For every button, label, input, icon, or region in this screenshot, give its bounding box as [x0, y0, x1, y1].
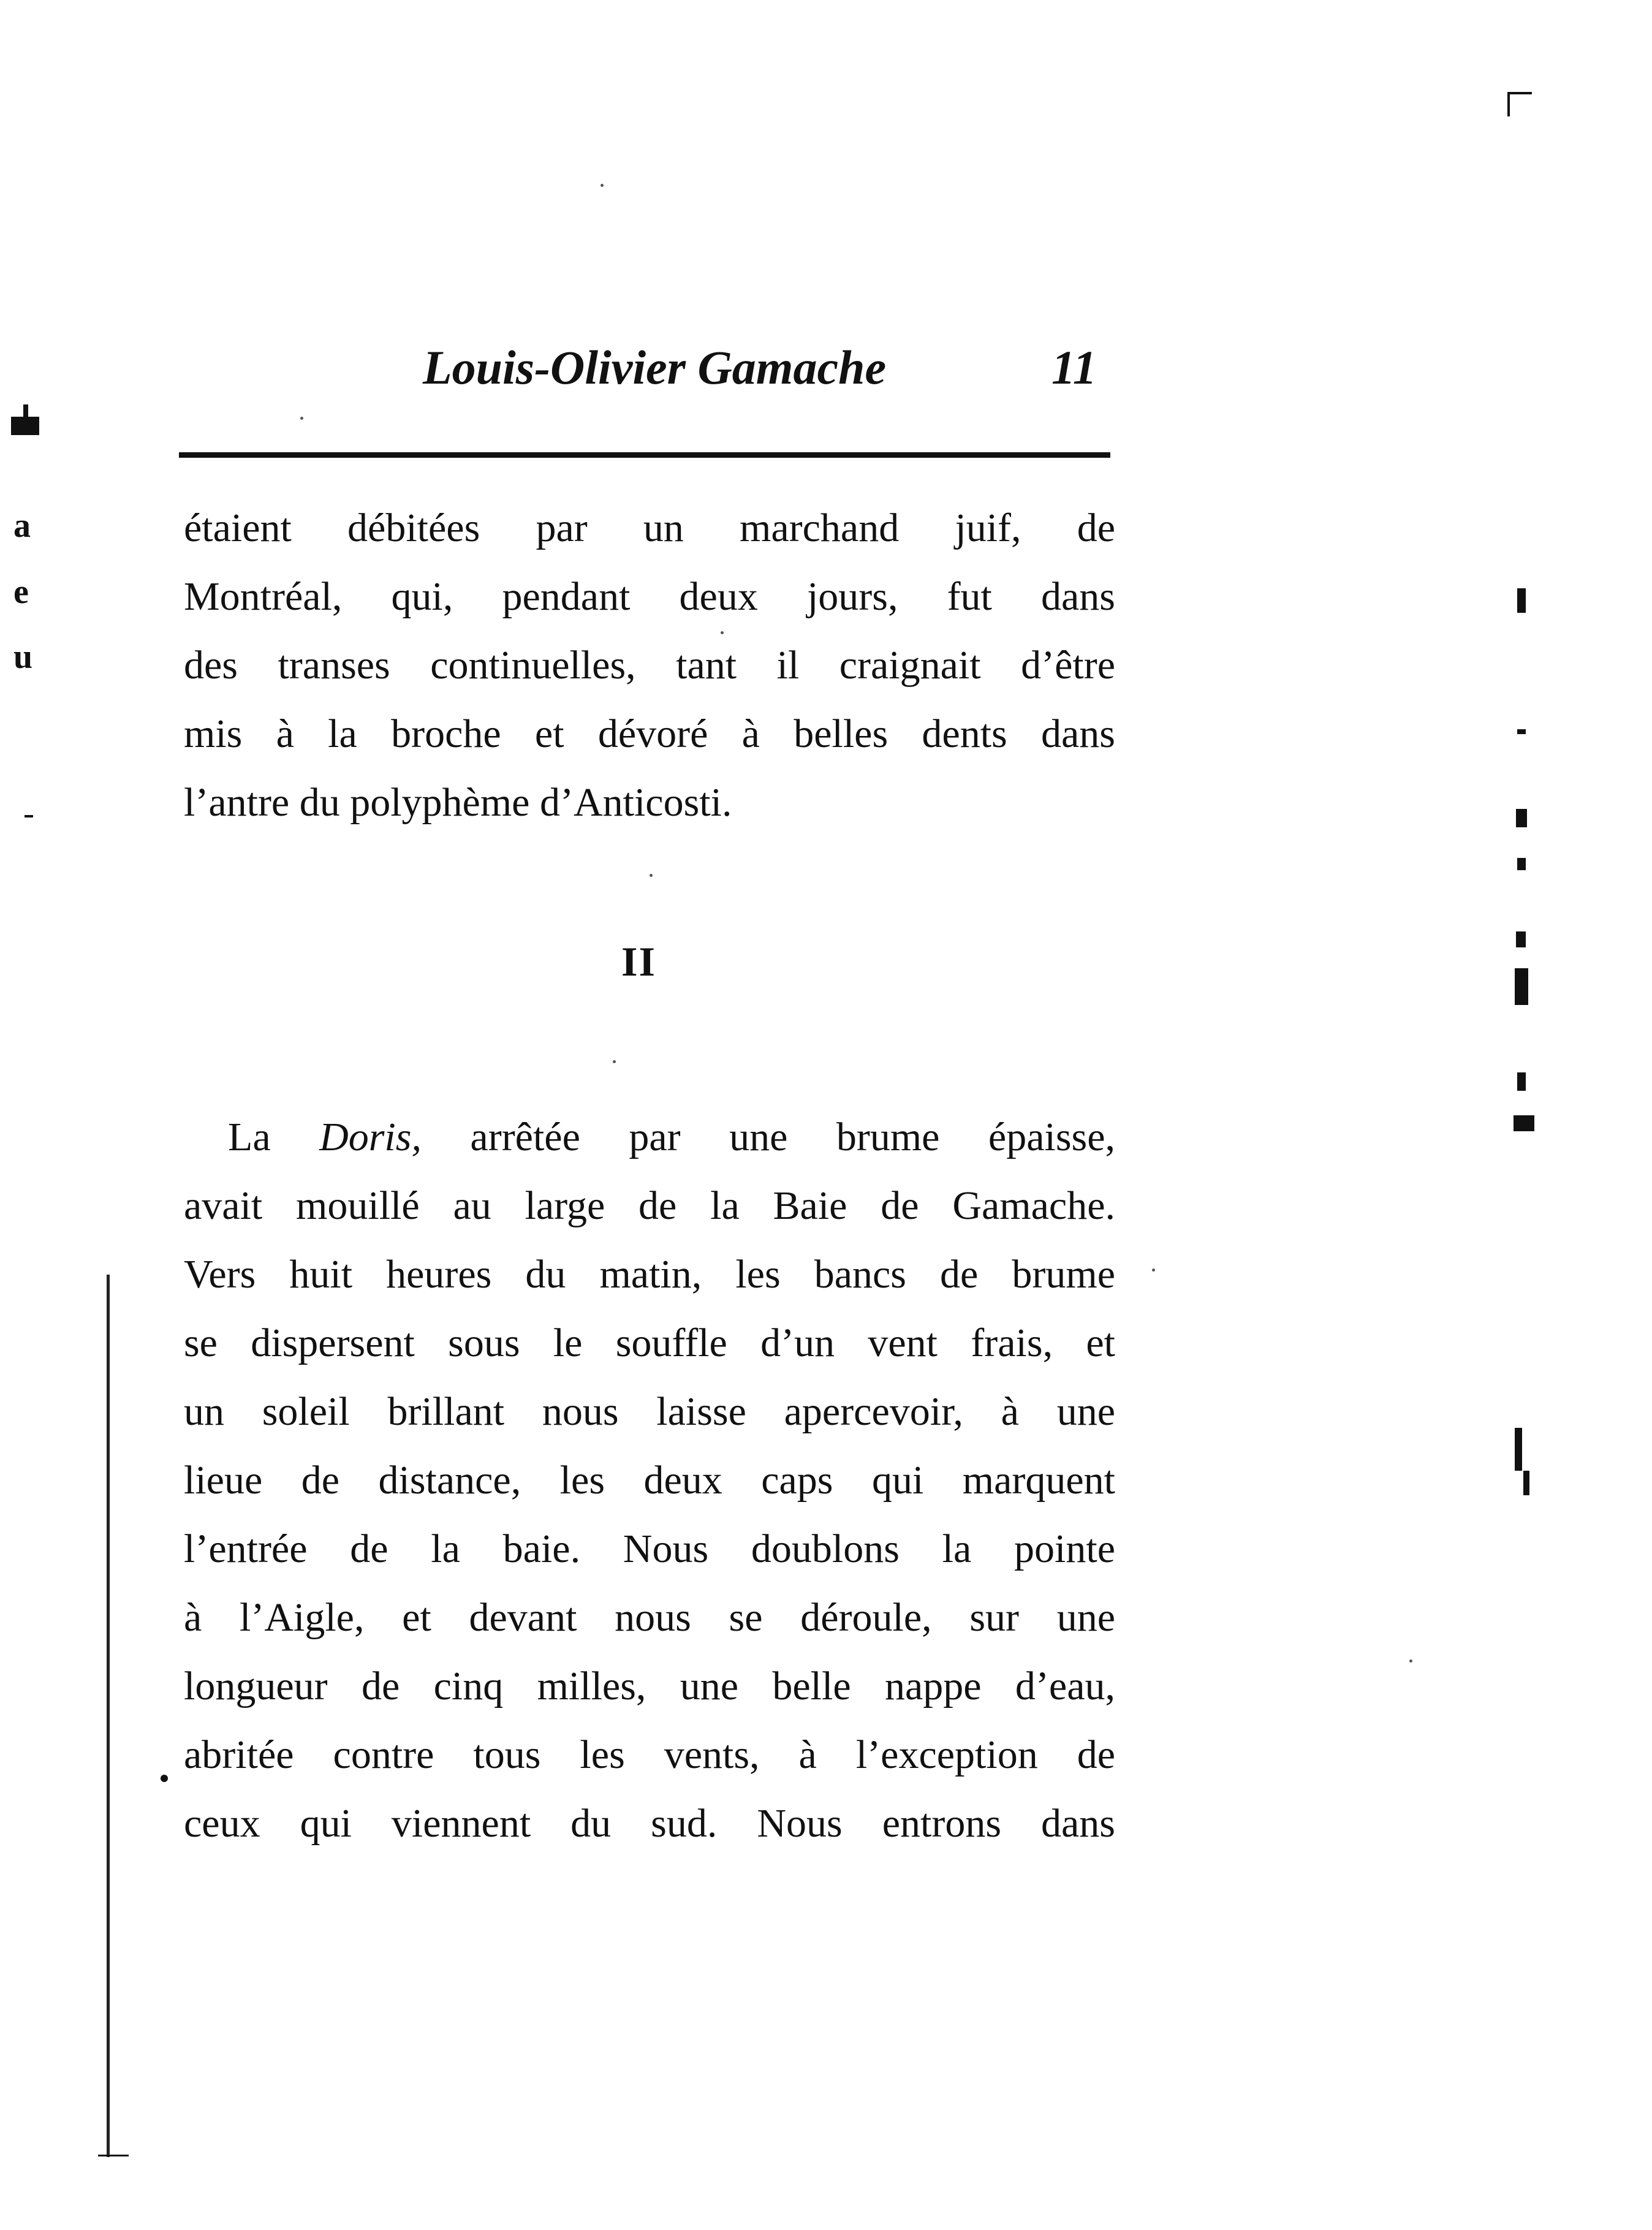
header-rule — [179, 452, 1110, 458]
margin-smudge — [1515, 968, 1528, 1005]
scan-speck — [601, 184, 604, 187]
margin-smudge — [1523, 1471, 1529, 1495]
margin-smudge — [25, 815, 33, 817]
margin-smudge — [1515, 1428, 1522, 1471]
binding-foot — [98, 2155, 129, 2156]
text-line: un soleil brillant nous laisse apercevoir, à une — [184, 1389, 1115, 1434]
scan-speck — [1409, 1659, 1412, 1663]
text-run: La — [228, 1115, 320, 1159]
text-line-first — [184, 1103, 1115, 1172]
text-run: arrêtée par une brume épaisse, — [421, 1115, 1116, 1159]
scan-speck — [613, 1060, 616, 1063]
text-line: étaient débitées par un marchand juif, de — [184, 506, 1115, 550]
ship-name: Doris, — [319, 1115, 422, 1159]
margin-fragment: a — [13, 507, 31, 545]
text-line: à l’Aigle, et devant nous se déroule, sur une — [184, 1595, 1115, 1640]
text-line: Vers huit heures du matin, les bancs de brume — [184, 1252, 1115, 1297]
text-line: avait mouillé au large de la Baie de Gamache. — [184, 1183, 1115, 1228]
binding-line — [107, 1275, 110, 2157]
margin-smudge — [1517, 858, 1526, 870]
text-line: longueur de cinq milles, une belle nappe d’eau, — [184, 1664, 1115, 1709]
scan-speck — [650, 874, 653, 877]
text-line: mis à la broche et dévoré à belles dents dans — [184, 711, 1115, 756]
margin-fragment: e — [13, 573, 29, 611]
margin-smudge — [1517, 729, 1526, 734]
margin-smudge — [1516, 931, 1526, 947]
margin-smudge — [1514, 1115, 1534, 1131]
page-number: 11 — [1051, 341, 1097, 394]
scan-speck — [300, 417, 303, 420]
margin-smudge — [1517, 588, 1526, 613]
running-title: Louis-Olivier Gamache — [423, 341, 887, 394]
text-line: abritée contre tous les vents, à l’exception de — [184, 1732, 1115, 1777]
text-line: l’entrée de la baie. Nous doublons la pointe — [184, 1526, 1115, 1571]
paragraph-continued — [184, 494, 1115, 837]
margin-smudge — [23, 404, 28, 418]
scan-speck — [1152, 1269, 1155, 1272]
text-line: des transes continuelles, tant il craignait d’être — [184, 643, 1115, 688]
margin-smudge — [1516, 809, 1527, 827]
margin-smudge — [1517, 1072, 1526, 1091]
margin-smudge — [1507, 92, 1510, 116]
text-line: ceux qui viennent du sud. Nous entrons dans — [184, 1801, 1115, 1846]
section-heading: II — [621, 938, 656, 985]
text-line: lieue de distance, les deux caps qui marquent — [184, 1458, 1115, 1503]
margin-fragment: u — [13, 638, 33, 676]
scan-speck — [161, 1775, 168, 1782]
margin-smudge — [11, 417, 39, 435]
text-line: se dispersent sous le souffle d’un vent frais, et — [184, 1321, 1115, 1365]
text-line: l’antre du polyphème d’Anticosti. — [184, 780, 732, 825]
margin-smudge — [1507, 92, 1532, 94]
paragraph — [184, 1103, 1115, 1858]
text-line: Montréal, qui, pendant deux jours, fut dans — [184, 574, 1115, 619]
